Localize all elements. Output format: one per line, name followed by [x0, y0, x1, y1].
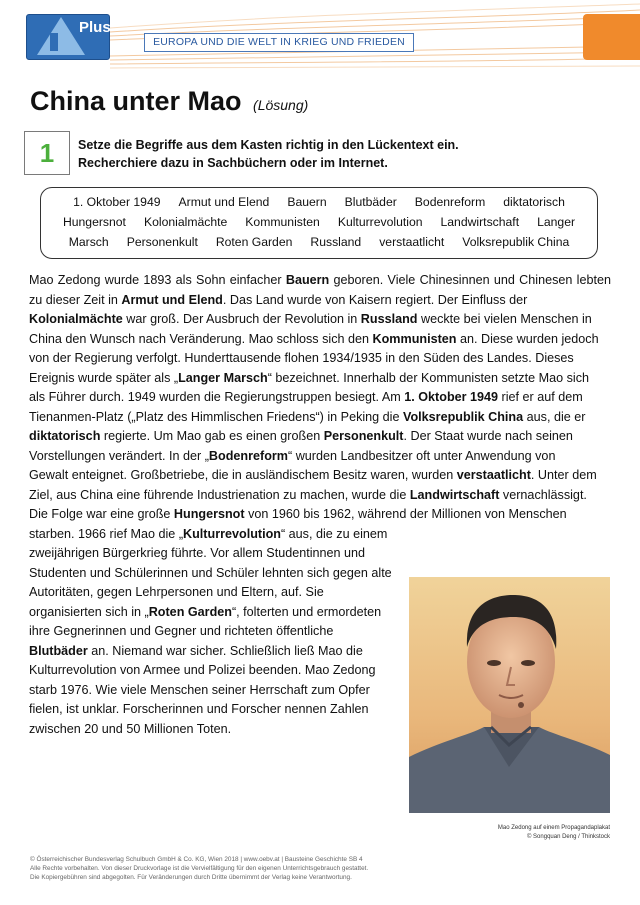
answer-word: Kommunisten	[372, 331, 457, 346]
text-line: Tienanmen-Platz („Platz des Himmlischen Friedens“) in Peking die Volksrepublik China aus, die er	[29, 409, 586, 424]
word-item: Armut und Elend	[178, 195, 270, 209]
text-line: Ereignis wurde später als „Langer Marsch“ bezeichnet. Innerhalb der Kommunisten setzte Mao sich	[29, 370, 589, 385]
answer-word: Landwirtschaft	[409, 487, 500, 502]
text-line: zu dieser Zeit in Armut und Elend. Das Land wurde von Kaisern regiert. Der Einfluss der	[29, 292, 528, 307]
logo-label: Plus	[79, 19, 111, 36]
answer-word: Roten Garden	[148, 604, 232, 619]
text-line: Gewalt enteignet. Großbetriebe, die in ausländischem Besitz waren, wurden verstaatlicht. Unter dem	[29, 468, 597, 482]
answer-word: Blutbäder	[29, 643, 88, 658]
answer-word: Personenkult	[323, 429, 404, 443]
answer-word: diktatorisch	[29, 429, 101, 443]
text-line: Blutbäder an. Niemand war sicher. Schließlich ließ Mao die	[29, 643, 363, 658]
word-item: Russland	[310, 235, 362, 249]
text-line: Mao Zedong wurde 1893 als Sohn einfacher Bauern geboren. Viele Chinesinnen und Chinesen lebten	[29, 273, 611, 287]
footer-line: Die Kopiergebühren sind abgegolten. Für Veränderungen durch Dritte übernimmt der Verlag keine Verantwortung.	[30, 874, 352, 881]
word-item: Langer	[537, 215, 576, 229]
answer-word: Bodenreform	[208, 448, 288, 463]
answer-word: Hungersnot	[173, 507, 245, 521]
answer-word: Kolonialmächte	[29, 312, 123, 326]
page-title	[30, 86, 308, 117]
task-instructions	[78, 136, 459, 172]
text-line: Kulturrevolution von Armee und Polizei beenden. Mao Zedong	[29, 663, 376, 677]
word-item: Bauern	[287, 195, 327, 209]
header-orange-tab	[583, 14, 640, 60]
plus-logo	[26, 14, 110, 60]
word-row	[41, 215, 597, 229]
word-item: 1. Oktober 1949	[73, 195, 161, 209]
answer-word: 1. Oktober 1949	[404, 390, 499, 404]
caption-line: Mao Zedong auf einem Propagandaplakat	[497, 825, 610, 831]
word-item: Bodenreform	[414, 195, 486, 209]
footer-line: Alle Rechte vorbehalten. Von dieser Druckvorlage ist die Vervielfältigung für den eigenen Unterrichtsgebrauch gestattet.	[30, 865, 369, 872]
word-item: Personenkult	[126, 235, 198, 249]
text-line: als Führer durch. 1949 wurden die Regierungstruppen besiegt. Am 1. Oktober 1949 rief er auf dem	[29, 390, 583, 404]
mao-portrait-image	[409, 577, 610, 813]
answer-word: Armut und Elend	[121, 292, 223, 307]
answer-word: Kulturrevolution	[183, 526, 281, 541]
footer-line: © Österreichischer Bundesverlag Schulbuch GmbH & Co. KG, Wien 2018 | www.oebv.at | Bausteine Geschichte SB 4	[30, 856, 363, 863]
text-line: von der Regierung verfolgt. Hunderttausende flohen 1934/1935 in den Süden des Landes. Dieses	[29, 351, 574, 365]
word-item: Kulturrevolution	[337, 215, 423, 229]
caption-credit: © Songquan Deng / Thinkstock	[526, 834, 610, 840]
answer-word: verstaatlicht	[456, 468, 531, 482]
image-caption	[420, 824, 610, 842]
answer-word: Volksrepublik China	[403, 409, 524, 424]
word-item: Kommunisten	[245, 215, 320, 229]
text-line: fielen, ist unklar. Forscherinnen und Forscher nennen Zahlen	[29, 702, 369, 716]
task-number: 1	[24, 131, 70, 175]
word-item: Volksrepublik China	[462, 235, 570, 249]
series-title: EUROPA UND DIE WELT IN KRIEG UND FRIEDEN	[153, 36, 405, 48]
answer-word: Bauern	[285, 273, 330, 287]
page-title-sub: (Lösung)	[253, 97, 309, 113]
word-item: diktatorisch	[503, 195, 565, 209]
text-line: starben. 1966 rief Mao die „Kulturrevolution“ aus, die zu einem	[29, 526, 388, 541]
text-line: Ziel, aus China eine führende Industrienation zu machen, wurde die Landwirtschaft vernachlässigt.	[29, 487, 587, 502]
text-line: starb 1976. Wie viele Menschen seiner Herrschaft zum Opfer	[29, 682, 370, 697]
text-line: Autoritäten, gegen Lehrpersonen und Eltern, auf. Sie	[29, 585, 324, 599]
word-item: verstaatlicht	[379, 235, 445, 249]
task-line: Recherchiere dazu in Sachbüchern oder im Internet.	[78, 156, 388, 170]
task-line: Setze die Begriffe aus dem Kasten richtig in den Lückentext ein.	[78, 138, 459, 152]
series-banner	[144, 33, 414, 52]
word-item: Blutbäder	[344, 195, 397, 209]
page-footer	[30, 855, 470, 882]
text-line: ihre Gegnerinnen und Gegner und richteten öffentliche	[29, 624, 334, 638]
word-row	[41, 195, 597, 209]
word-item: Kolonialmächte	[143, 215, 228, 229]
text-line: China den Wunsch nach Veränderung. Mao schloss sich den Kommunisten an. Diese wurden jedoch	[29, 331, 599, 346]
word-row	[41, 235, 597, 249]
text-line: diktatorisch regierte. Um Mao gab es einen großen Personenkult. Der Staat wurde nach seinen	[29, 429, 573, 443]
text-line: organisierten sich in „Roten Garden“, folterten und ermordeten	[29, 604, 382, 619]
text-line: Kolonialmächte war groß. Der Ausbruch der Revolution in Russland weckte bei vielen Menschen in	[29, 312, 592, 326]
answer-word: Langer Marsch	[178, 370, 268, 385]
page-title-main: China unter Mao	[30, 86, 242, 116]
text-line: Die Folge war eine große Hungersnot von 1960 bis 1962, während der Millionen von Menschen	[29, 507, 567, 521]
word-item: Roten Garden	[215, 235, 293, 249]
answer-word: Russland	[360, 312, 418, 326]
word-item: Marsch	[68, 235, 109, 249]
text-line: Vorstellungen verändert. In der „Bodenreform“ wurden Landbesitzer oft unter Anwendung von	[29, 448, 556, 463]
word-item: Hungersnot	[62, 215, 126, 229]
triangle-logo-icon	[37, 17, 85, 55]
text-line: zweijährigen Bürgerkrieg führte. Vor allem Studentinnen und	[29, 546, 366, 560]
text-line: zwischen 20 und 50 Millionen Toten.	[29, 721, 232, 736]
text-line: Studenten und Schülerinnen und Schüler lehnten sich gegen alte	[29, 565, 392, 580]
word-box	[40, 187, 598, 259]
word-item: Landwirtschaft	[440, 215, 520, 229]
